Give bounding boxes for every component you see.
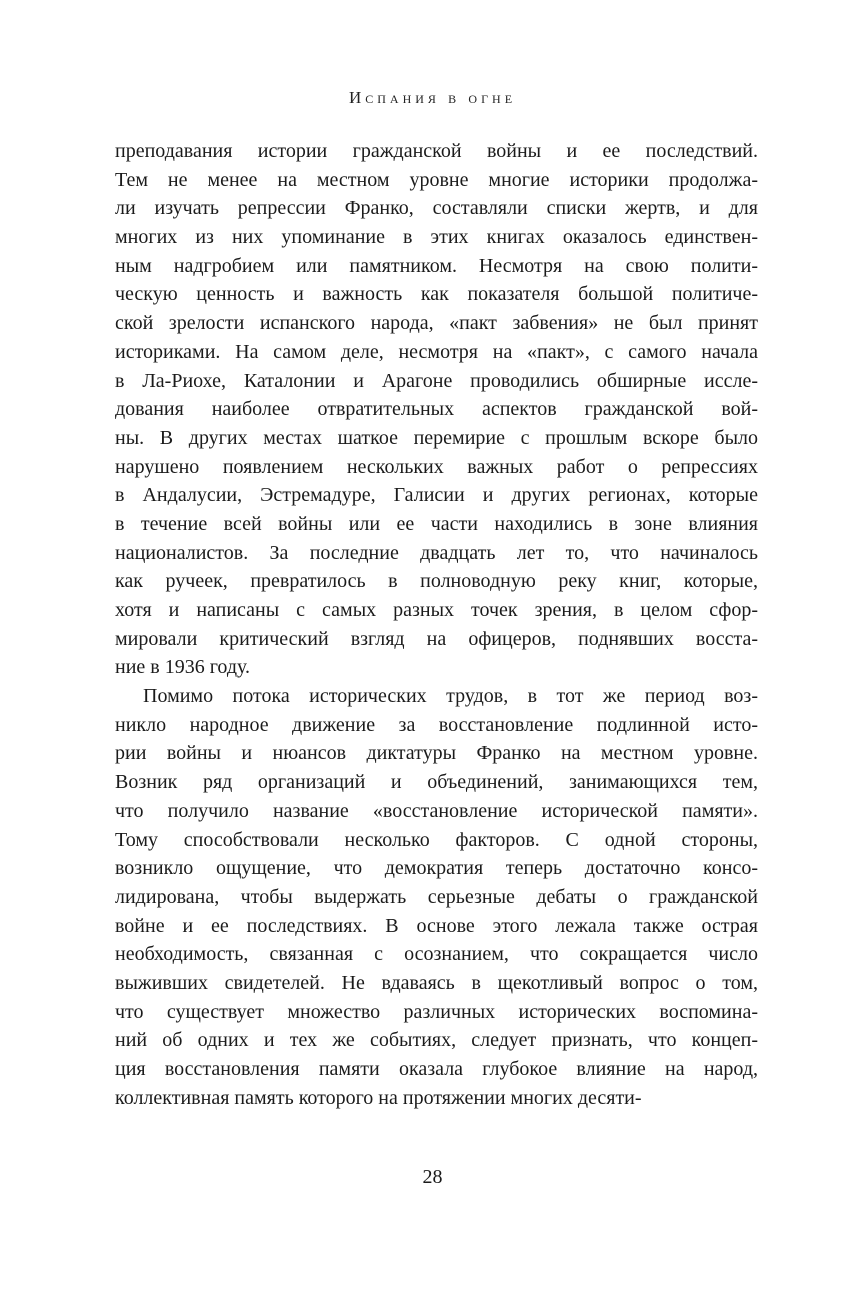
body-text [115, 137, 758, 1112]
text-line: что получило название «восстановление исторической памяти». [115, 799, 758, 822]
text-line: преподавания истории гражданской войны и ее последствий. [115, 140, 758, 162]
text-line: коллективная память которого на протяжении многих десяти- [115, 1086, 642, 1109]
text-line: ние в 1936 году. [115, 656, 251, 679]
text-line: никло народное движение за восстановление подлинной исто- [115, 713, 758, 736]
text-line: ны. В других местах шаткое перемирие с прошлым вскоре было [115, 426, 758, 449]
text-line: что существует множество различных исторических воспомина- [115, 1000, 758, 1023]
text-line: рии войны и нюансов диктатуры Франко на местном уровне. [115, 742, 758, 765]
text-line: выживших свидетелей. Не вдаваясь в щекотливый вопрос о том, [115, 971, 758, 994]
page-number: 28 [422, 1166, 443, 1188]
text-line: как ручеек, превратилось в полноводную реку книг, которые, [115, 570, 758, 593]
text-line: ция восстановления памяти оказала глубокое влияние на народ, [115, 1058, 758, 1080]
text-line: ской зрелости испанского народа, «пакт забвения» не был принят [115, 312, 758, 335]
text-line: историками. На самом деле, несмотря на «пакт», с самого начала [115, 340, 758, 363]
text-line: Тем не менее на местном уровне многие историки продолжа- [115, 168, 758, 191]
text-line: лидирована, чтобы выдержать серьезные дебаты о гражданской [115, 885, 758, 908]
text-line: ным надгробием или памятником. Несмотря на свою полити- [115, 254, 758, 277]
text-line: в Андалусии, Эстремадуре, Галисии и других регионах, которые [115, 484, 758, 507]
text-line: ли изучать репрессии Франко, составляли списки жертв, и для [115, 197, 758, 220]
text-line: войне и ее последствиях. В основе этого лежала также острая [115, 914, 758, 937]
text-line: многих из них упоминание в этих книгах оказалось единствен- [115, 226, 758, 249]
text-line: хотя и написаны с самых разных точек зрения, в целом сфор- [115, 599, 758, 621]
text-line: в течение всей войны или ее части находились в зоне влияния [115, 512, 758, 535]
text-line: мировали критический взгляд на офицеров, поднявших восста- [115, 627, 758, 650]
paragraph-2 [115, 682, 758, 1112]
text-line: возникло ощущение, что демократия теперь достаточно консо- [115, 857, 758, 880]
text-line: Тому способствовали несколько факторов. С одной стороны, [115, 828, 758, 851]
text-line: дования наиболее отвратительных аспектов гражданской вой- [115, 398, 758, 421]
running-header-title: Испания в огне [348, 88, 517, 107]
text-line: националистов. За последние двадцать лет то, что начиналось [115, 541, 758, 564]
text-line: Помимо потока исторических трудов, в тот же период воз- [143, 685, 758, 708]
text-line: необходимость, связанная с осознанием, что сокращается число [115, 943, 758, 966]
paragraph-1 [115, 137, 758, 682]
text-line: ческую ценность и важность как показателя большой политиче- [115, 283, 758, 306]
text-line: нарушено появлением нескольких важных работ о репрессиях [115, 455, 758, 478]
text-line: Возник ряд организаций и объединений, занимающихся тем, [115, 771, 758, 794]
text-line: в Ла-Риохе, Каталонии и Арагоне проводились обширные иссле- [115, 369, 758, 392]
text-line: ний об одних и тех же событиях, следует признать, что концеп- [115, 1029, 758, 1052]
